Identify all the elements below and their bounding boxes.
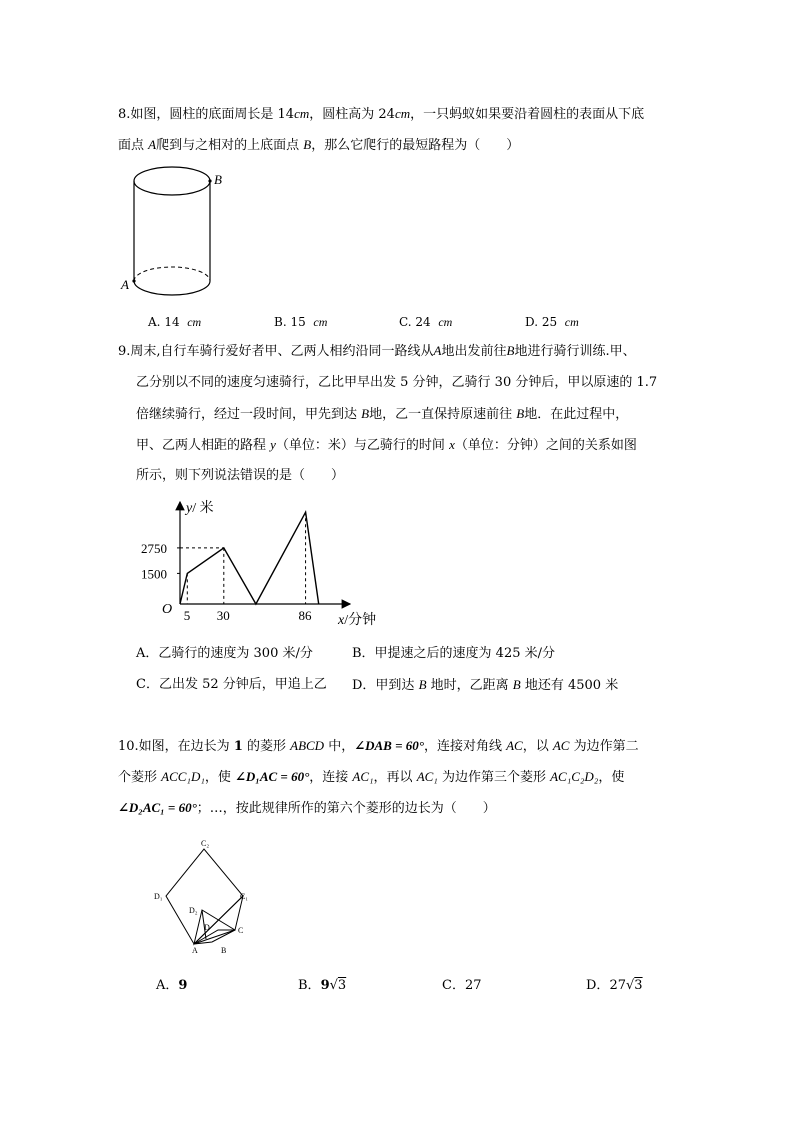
point-b-dot [208, 179, 211, 182]
cylinder-figure [115, 160, 245, 305]
q9-line-2: 乙分别以不同的速度匀速骑行，乙比甲早出发 5 分钟，乙骑行 30 分钟后，甲以原速的 1.7 [136, 375, 658, 390]
point-a-dot [132, 279, 135, 282]
label-d1: D₁ [154, 892, 163, 901]
q10-option-a[interactable]: A．9 [156, 978, 188, 993]
q10-line-1: 10.如图，在边长为 1 的菱形 ABCD 中，∠DAB = 60°，连接对角线 AC，以 AC 为边作第二 [118, 738, 639, 754]
sqrt-sign: √ [625, 978, 635, 993]
x-tick-label-5: 5 [183, 608, 191, 623]
y-tick-label-1500: 1500 [141, 566, 167, 582]
q8-number: 8. [118, 107, 131, 122]
label-d2: D₂ [189, 906, 198, 915]
y-tick-label-2750: 2750 [141, 540, 167, 556]
q9-option-c[interactable]: C．乙出发 52 分钟后，甲追上乙 [136, 677, 327, 692]
q8-option-a[interactable]: A. 14 cm [148, 315, 202, 329]
q9-option-d[interactable]: D．甲到达 B 地时，乙距离 B 地还有 4500 米 [352, 677, 619, 693]
x-tick-label-86: 86 [298, 608, 312, 623]
cylinder-bottom-front-arc [134, 281, 210, 295]
q10-option-c[interactable]: C．27 [442, 978, 482, 993]
q9-line-1: 9.周末,自行车骑行爱好者甲、乙两人相约沿同一路线从A地出发前往B地进行骑行训练.甲、 [118, 343, 636, 359]
chart-guides [177, 512, 306, 604]
sqrt-sign: √ [329, 978, 338, 993]
label-a: A [192, 946, 198, 955]
origin-label: O [162, 602, 173, 617]
cylinder-top-ellipse [134, 167, 210, 195]
q8-option-c[interactable]: C. 24 cm [399, 315, 453, 329]
q9-line-4: 甲、乙两人相距的路程 y（单位：米）与乙骑行的时间 x（单位：分钟）之间的关系如图 [136, 437, 637, 453]
chart-series-line [180, 512, 319, 604]
y-axis-label: y/ 米 [186, 501, 214, 516]
q10-line-3: ∠D₂AC₁ = 60°；…，按此规律所作的第六个菱形的边长为（ ） [118, 800, 496, 816]
q10-option-d[interactable]: D．27√3 [586, 978, 643, 993]
rhombus-figure [150, 833, 270, 958]
label-d: D [204, 923, 210, 932]
distance-time-chart [135, 495, 395, 635]
q9-line-5: 所示，则下列说法错误的是（ ） [136, 468, 345, 483]
label-c1: C₁ [240, 892, 249, 901]
q8-line-2: 面点 A爬到与之相对的上底面点 B，那么它爬行的最短路程为（ ） [118, 137, 520, 153]
q8-option-b[interactable]: B. 15 cm [274, 315, 328, 329]
label-c: C [238, 926, 244, 935]
label-b: B [221, 946, 227, 955]
q8-option-d[interactable]: D. 25 cm [525, 315, 579, 329]
cylinder-bottom-back-arc [134, 267, 210, 281]
label-b: B [214, 172, 222, 187]
label-a: A [121, 277, 129, 292]
label-c2: C₂ [201, 839, 210, 848]
q9-line-3: 倍继续骑行，经过一段时间，甲先到达 B地，乙一直保持原速前往 B地．在此过程中， [136, 406, 629, 422]
rhombus-2 [194, 896, 243, 944]
q8-line-1: 8.如图，圆柱的底面周长是 14cm，圆柱高为 24cm，一只蚂蚁如果要沿着圆柱的表面从下底 [118, 106, 645, 122]
x-axis-label: x/分钟 [338, 613, 377, 628]
q10-line-2: 个菱形 ACC₁D₁，使 ∠D₁AC = 60°，连接 AC₁，再以 AC₁ 为边作第三个菱形 AC₁C₂D₂，使 [118, 769, 625, 785]
q9-option-b[interactable]: B．甲提速之后的速度为 425 米/分 [352, 646, 556, 661]
q10-option-b[interactable]: B．9√3 [298, 978, 347, 993]
x-tick-label-30: 30 [216, 608, 230, 623]
q9-option-a[interactable]: A．乙骑行的速度为 300 米/分 [136, 646, 313, 661]
